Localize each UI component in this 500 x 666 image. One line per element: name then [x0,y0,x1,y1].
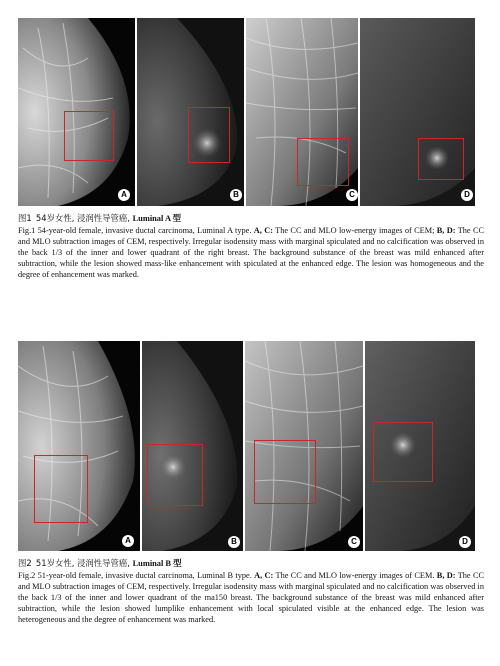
fig2-panel-b-label: B [228,536,240,548]
fig2-panel-a-label: A [122,535,134,547]
fig2-panel-d-label: D [459,536,471,548]
fig1-panel-d-label: D [461,189,473,201]
fig1-panel-c-label: C [346,189,358,201]
fig1-panel-d-roi-box [418,138,464,180]
fig2-panel-c-label: C [348,536,360,548]
fig1-caption-ac-label: A, C: [253,226,273,235]
fig2-title-prefix: 图2 [18,558,32,568]
fig2-caption-title [18,557,181,569]
fig2-caption-intro: Fig.2 51-year-old female, invasive ductal carcinoma, Luminal B type. [18,571,255,580]
fig1-title-prefix: 图1 [18,213,32,223]
fig1-title-en: Luminal A 型 [132,214,181,223]
fig1-caption-intro: Fig.1 54-year-old female, invasive ductal carcinoma, Luminal A type. [18,226,254,235]
fig2-caption-bd-label: B, D: [436,571,456,580]
fig1-panel-a-roi-box [64,111,114,161]
fig1-panel-b-label: B [230,189,242,201]
fig1-caption-bd-label: B, D: [436,226,456,235]
fig2-panel-d-roi-box [373,422,433,482]
fig1-caption-bd-text: The CC and MLO subtraction images of CEM, respectively. Irregular isodensity mass with marginal spiculated and no calcification was observed in the back 1/3 of the inner and lower quadrant of the right breast. The background substance of the breast was mild enhanced after subtraction, while the lesion showed mass-like enhancement with spiculated at the enhanced edge. The lesion was homogeneous and the degree of enhancement was marked. [18,226,485,279]
fig2-caption-ac-text: The CC and MLO low-energy images of CEM. [273,571,437,580]
fig2-title-zh: 51岁女性, 浸润性导管癌, [35,558,133,568]
fig1-panel-a-label: A [118,189,130,201]
fig2-panel-b-roi-box [147,444,203,506]
fig2-caption-bd-text: The CC and MLO subtraction images of CEM, respectively. Irregular isodensity mass with marginal spiculated and no calcification was observed in the back 1/3 of the inner and lower quadrant of the ma150 breast. The background substance of the breast was mild enhanced after subtraction, while the lesion showed lumplike enhancement with local spiculated visible at the enhanced edge. The lesion was heterogeneous and the degree of enhancement was marked. [18,571,485,624]
fig2-panel-c-roi-box [254,440,316,504]
fig1-panel-b-roi-box [188,107,230,163]
fig2-caption-body [18,570,484,625]
fig2-title-en: Luminal B 型 [132,559,182,568]
fig2-caption-ac-label: A, C: [254,571,274,580]
fig1-panel-c-roi-box [297,138,349,186]
fig1-caption-ac-text: The CC and MLO low-energy images of CEM; [272,226,437,235]
fig2-panel-a-roi-box [34,455,88,523]
fig1-caption-body [18,225,484,280]
fig1-title-zh: 54岁女性, 浸润性导管癌, [35,213,133,223]
fig1-caption-title [18,212,181,224]
